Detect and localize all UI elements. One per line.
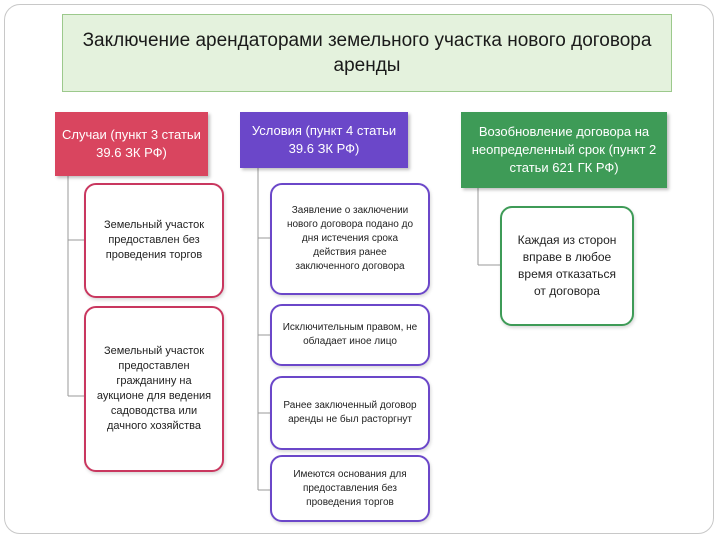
- condition-card-not-terminated: Ранее заключенный договор аренды не был расторгнут: [270, 376, 430, 450]
- header-conditions: Условия (пункт 4 статьи 39.6 ЗК РФ): [240, 112, 408, 168]
- header-renewal: Возобновление договора на неопределенный срок (пункт 2 статьи 621 ГК РФ): [461, 112, 667, 188]
- condition-card-grounds: Имеются основания для предоставления без проведения торгов: [270, 455, 430, 522]
- connector-cases: [68, 176, 84, 396]
- condition-card-application-deadline: Заявление о заключении нового договора подано до дня истечения срока действия ранее заключенного договора: [270, 183, 430, 295]
- condition-card-exclusive-right: Исключительным правом, не обладает иное лицо: [270, 304, 430, 366]
- case-card-no-auction: Земельный участок предоставлен без проведения торгов: [84, 183, 224, 298]
- connector-renewal: [478, 188, 500, 265]
- renewal-card-refusal: Каждая из сторон вправе в любое время отказаться от договора: [500, 206, 634, 326]
- case-card-auction-gardening: Земельный участок предоставлен гражданину на аукционе для ведения садоводства или дачного хозяйства: [84, 306, 224, 472]
- page-title: Заключение арендаторами земельного участка нового договора аренды: [62, 14, 672, 92]
- connector-conditions: [258, 168, 270, 490]
- header-cases: Случаи (пункт 3 статьи 39.6 ЗК РФ): [55, 112, 208, 176]
